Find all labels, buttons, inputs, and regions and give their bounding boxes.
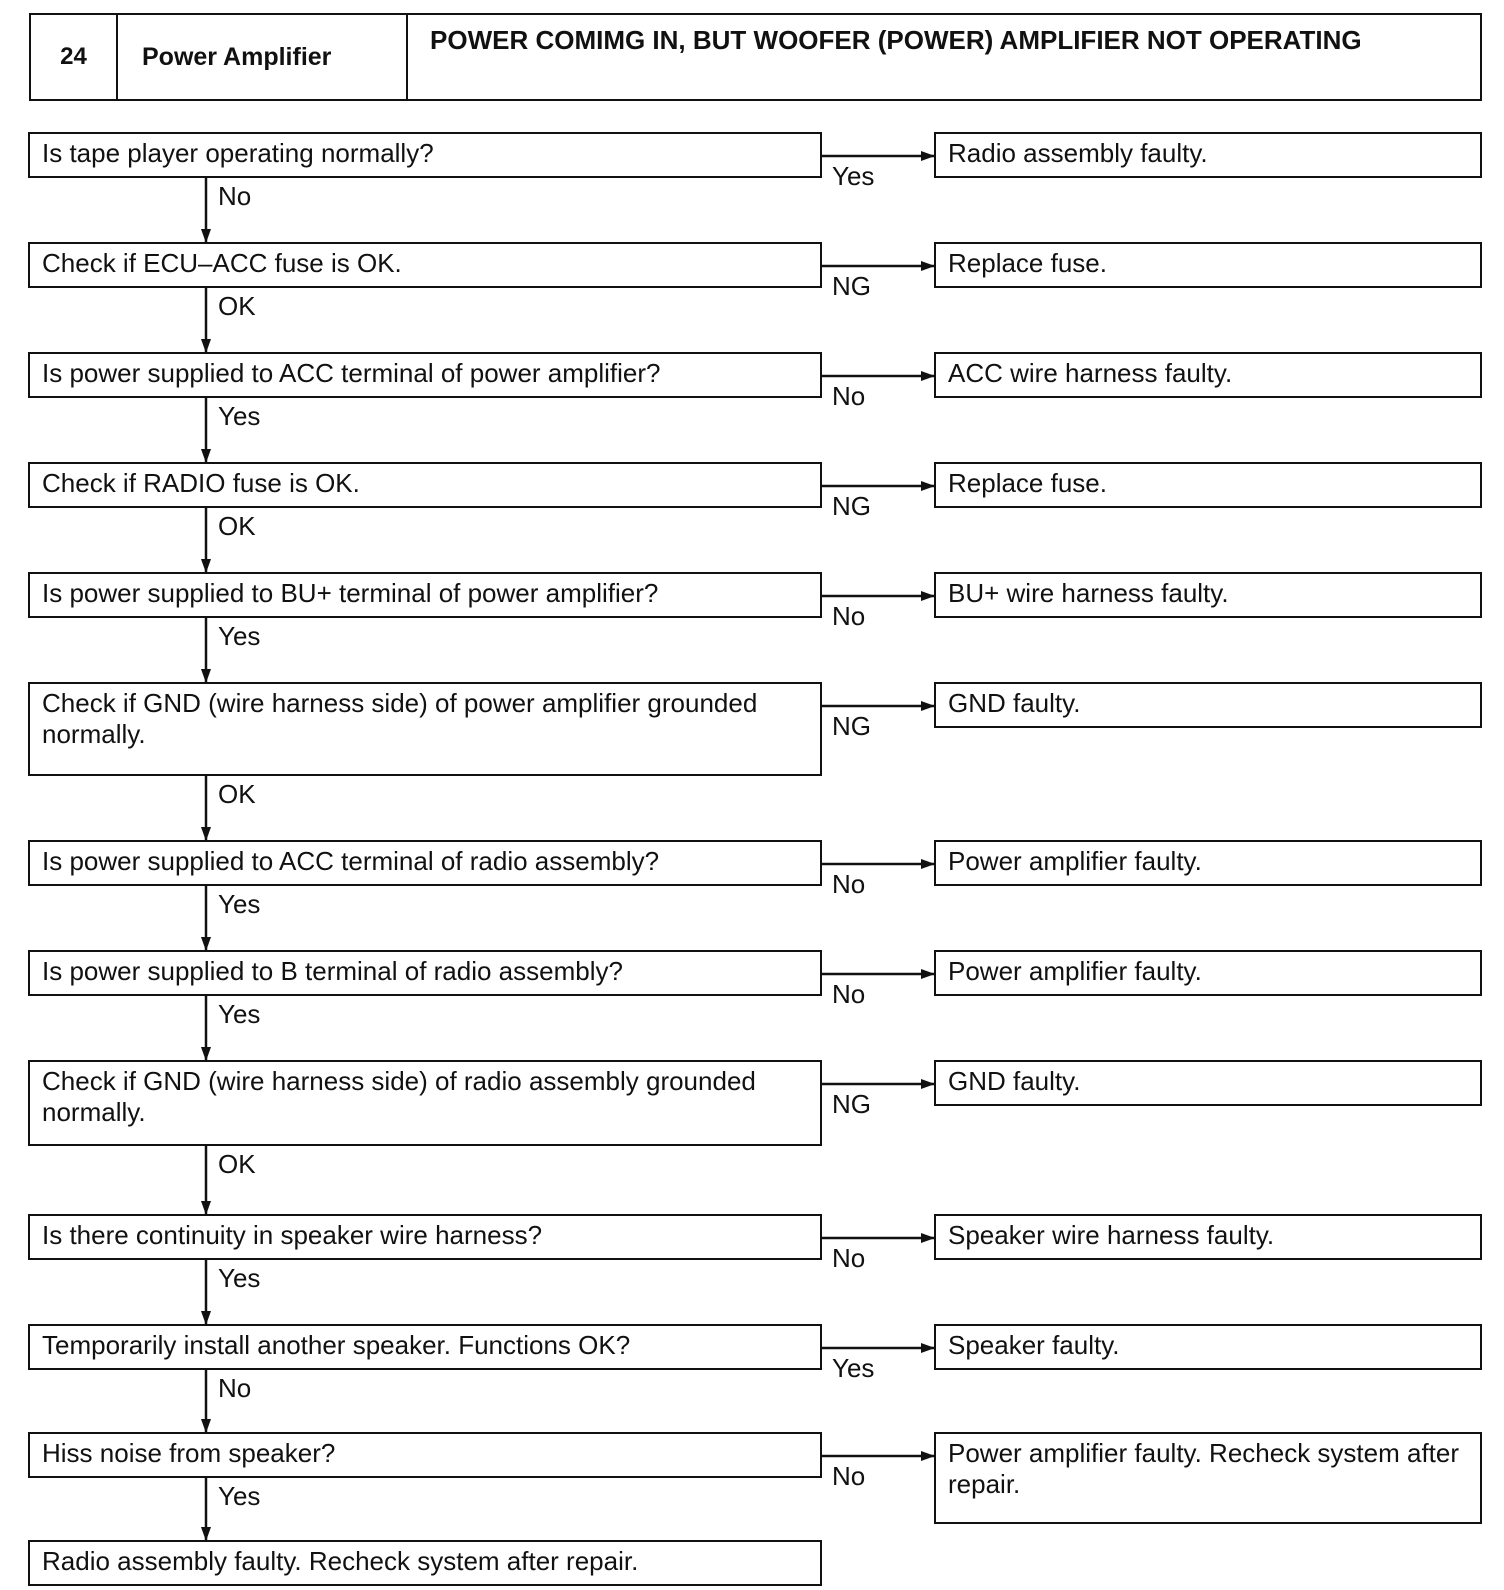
result-box-10: Speaker wire harness faulty. bbox=[934, 1214, 1482, 1260]
down-label-12: Yes bbox=[218, 1481, 261, 1511]
result-box-1: Radio assembly faulty. bbox=[934, 132, 1482, 178]
down-label-6: OK bbox=[218, 779, 256, 809]
result-box-5: BU+ wire harness faulty. bbox=[934, 572, 1482, 618]
down-label-7: Yes bbox=[218, 889, 261, 919]
question-box-4: Check if RADIO fuse is OK. bbox=[28, 462, 822, 508]
result-box-7: Power amplifier faulty. bbox=[934, 840, 1482, 886]
side-label-1: Yes bbox=[832, 161, 875, 191]
section-number: 24 bbox=[31, 15, 118, 99]
question-box-9: Check if GND (wire harness side) of radio assembly grounded normally. bbox=[28, 1060, 822, 1146]
question-box-12: Hiss noise from speaker? bbox=[28, 1432, 822, 1478]
down-label-8: Yes bbox=[218, 999, 261, 1029]
question-box-8: Is power supplied to B terminal of radio assembly? bbox=[28, 950, 822, 996]
side-label-5: No bbox=[832, 601, 866, 631]
side-label-4: NG bbox=[832, 491, 871, 521]
question-box-1: Is tape player operating normally? bbox=[28, 132, 822, 178]
side-label-12: No bbox=[832, 1461, 866, 1491]
down-label-1: No bbox=[218, 181, 252, 211]
down-label-10: Yes bbox=[218, 1263, 261, 1293]
result-box-11: Speaker faulty. bbox=[934, 1324, 1482, 1370]
down-label-5: Yes bbox=[218, 621, 261, 651]
page-title: POWER COMIMG IN, BUT WOOFER (POWER) AMPLIFIER NOT OPERATING bbox=[430, 25, 1362, 55]
side-label-7: No bbox=[832, 869, 866, 899]
side-label-9: NG bbox=[832, 1089, 871, 1119]
result-box-8: Power amplifier faulty. bbox=[934, 950, 1482, 996]
side-label-8: No bbox=[832, 979, 866, 1009]
question-box-6: Check if GND (wire harness side) of power amplifier grounded normally. bbox=[28, 682, 822, 776]
side-label-3: No bbox=[832, 381, 866, 411]
side-label-6: NG bbox=[832, 711, 871, 741]
result-box-4: Replace fuse. bbox=[934, 462, 1482, 508]
question-box-10: Is there continuity in speaker wire harness? bbox=[28, 1214, 822, 1260]
question-box-5: Is power supplied to BU+ terminal of power amplifier? bbox=[28, 572, 822, 618]
result-box-6: GND faulty. bbox=[934, 682, 1482, 728]
question-box-2: Check if ECU–ACC fuse is OK. bbox=[28, 242, 822, 288]
down-label-9: OK bbox=[218, 1149, 256, 1179]
result-box-2: Replace fuse. bbox=[934, 242, 1482, 288]
down-label-4: OK bbox=[218, 511, 256, 541]
question-box-7: Is power supplied to ACC terminal of radio assembly? bbox=[28, 840, 822, 886]
result-box-3: ACC wire harness faulty. bbox=[934, 352, 1482, 398]
down-label-2: OK bbox=[218, 291, 256, 321]
side-label-2: NG bbox=[832, 271, 871, 301]
side-label-11: Yes bbox=[832, 1353, 875, 1383]
result-box-12: Power amplifier faulty. Recheck system after repair. bbox=[934, 1432, 1482, 1524]
result-box-9: GND faulty. bbox=[934, 1060, 1482, 1106]
question-box-11: Temporarily install another speaker. Functions OK? bbox=[28, 1324, 822, 1370]
final-result-box: Radio assembly faulty. Recheck system after repair. bbox=[28, 1540, 822, 1586]
question-box-3: Is power supplied to ACC terminal of power amplifier? bbox=[28, 352, 822, 398]
section-name: Power Amplifier bbox=[118, 15, 408, 99]
down-label-3: Yes bbox=[218, 401, 261, 431]
side-label-10: No bbox=[832, 1243, 866, 1273]
down-label-11: No bbox=[218, 1373, 252, 1403]
